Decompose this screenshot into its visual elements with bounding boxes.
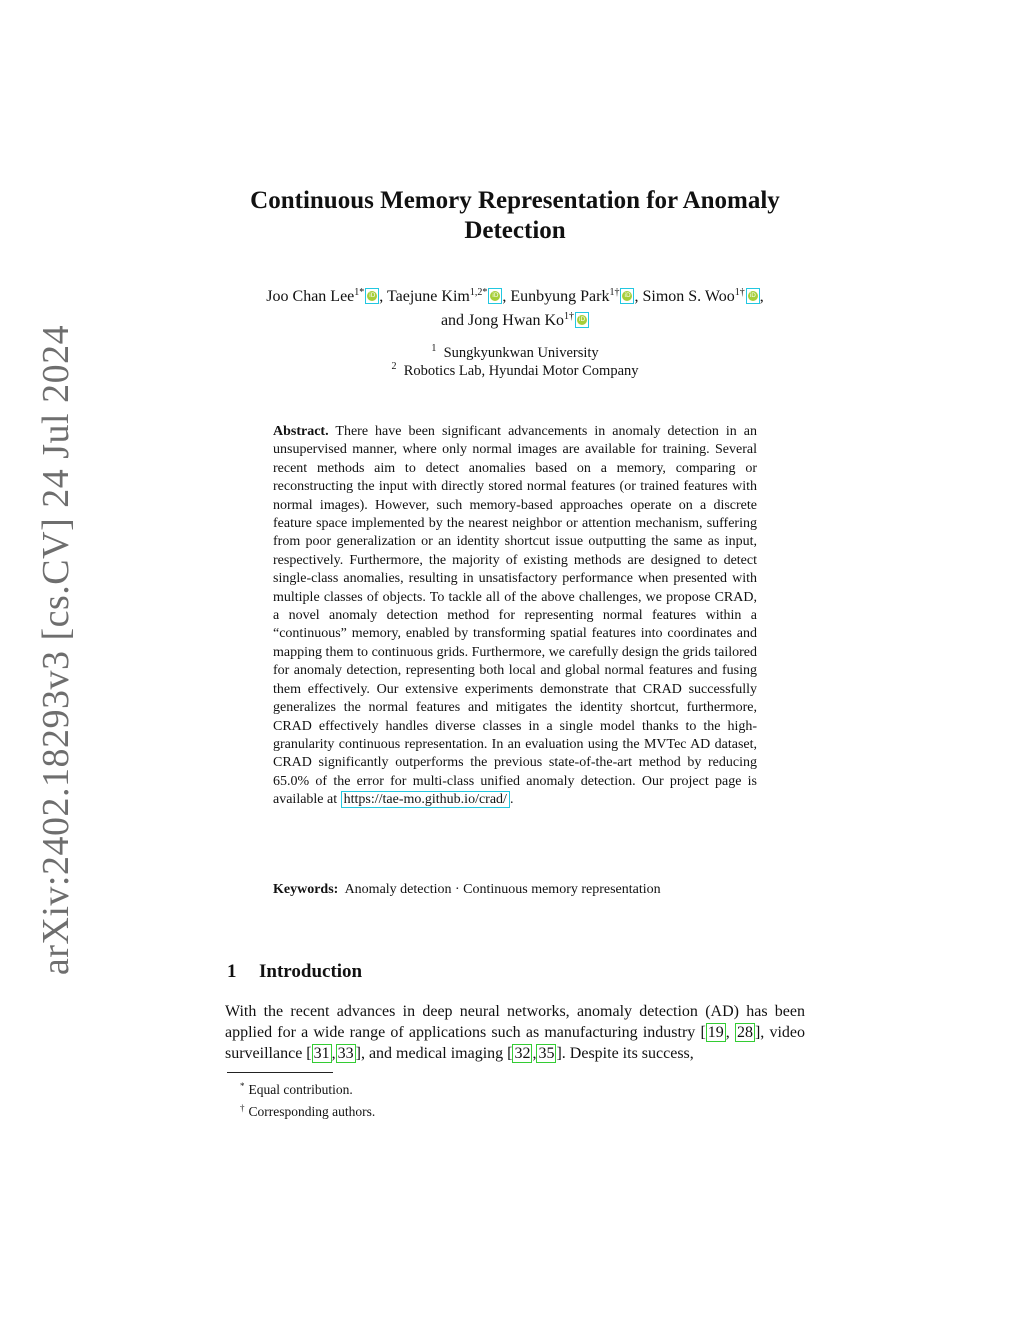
footnote-mark: * [240,1081,245,1091]
orcid-link[interactable] [488,288,502,304]
footnote-text: Corresponding authors. [248,1104,376,1119]
footnote-divider [227,1072,333,1073]
intro-text: With the recent advances in deep neural networks, anomaly detection (AD) has been applied for a wide range of applications such as manufacturing industry [ [225,1003,805,1041]
author-conjunction: and [440,312,465,329]
section-heading [227,960,362,984]
author-name: Jong Hwan Ko [468,312,565,329]
footnotes [240,1077,375,1121]
affiliation-2 [300,358,730,380]
affiliation-name: Sungkyunkwan University [443,345,599,361]
author-list: Joo Chan Lee$^{1*}$ iD , Taejune Kim$^{1,2*}$ iD , Eunbyung Park$^{1\dagger}$ iD , Simon S. Woo$^{1\dagger}$ iD , and Jong Hwan $Ko^{1\dagger}$ iD [266,287,764,329]
citation-link[interactable]: 35 [538,1045,555,1062]
orcid-link[interactable] [575,312,589,328]
abstract [273,423,757,810]
author-marks: 1,2* [469,287,488,298]
author-marks: 1* [354,287,365,298]
affiliation-number: 2 [391,361,397,372]
orcid-link[interactable] [746,288,760,304]
author-name: Simon S. Woo [642,288,735,305]
section-number: 1 [227,961,237,982]
abstract-label: Abstract. [273,424,329,439]
author-name: Joo Chan Lee [266,288,355,305]
abstract-text: There have been significant advancements in anomaly detection in an unsupervised manner, where only normal images are available for training. Several recent methods aim to detect anomalies based on a memory, comparing or reconstructing the input with directly stored normal features (or trained features with normal images). However, such memory-based approaches operate on a discrete feature space implemented by the nearest neighbor or attention mechanism, suffering from poor generalization or an identity shortcut issue outputting the same as input, respectively. Furthermore, the majority of existing methods are designed to detect single-class anomalies, resulting in unsatisfactory performance when presented with multiple classes of objects. To tackle all of the above challenges, we propose CRAD, a novel anomaly detection method for representing normal features within a “continuous” memory, enabled by transforming spatial features into coordinates and mapping them to continuous grids. Furthermore, we carefully design the grids tailored for anomaly detection, representing both local and global normal features and fusing them effectively. Our extensive experiments demonstrate that CRAD successfully generalizes the normal features and mitigates the identity shortcut, furthermore, CRAD effectively handles diverse classes in a single model thanks to the high-granularity continuous representation. In an evaluation using the MVTec AD dataset, CRAD significantly outperforms the previous state-of-the-art method by reducing 65.0% of the error for multi-class unified anomaly detection. Our project page is available at [273,424,758,808]
author-marks: 1† [734,287,745,298]
citation-link[interactable]: 31 [313,1045,330,1062]
footnote-mark: † [240,1103,245,1113]
citation-link[interactable]: 28 [736,1024,753,1041]
paper-title: Continuous Memory Representation for Anomaly Detection [250,187,780,244]
section-title: Introduction [259,961,363,982]
keywords-label: Keywords: [273,882,339,897]
orcid-icon: iD [492,292,499,299]
author-name: Taejune Kim [387,288,470,305]
footnote [240,1099,375,1121]
orcid-icon: iD [624,292,631,299]
author-marks: 1† [609,287,620,298]
orcid-icon: iD [369,292,376,299]
orcid-link[interactable] [620,288,634,304]
intro-paragraph [225,1001,805,1064]
keywords-text: Anomaly detection · Continuous memory representation [344,882,661,897]
citation-link[interactable]: 32 [514,1045,531,1062]
project-page-link[interactable]: https://tae-mo.github.io/crad/ [341,791,510,808]
affiliation-number: 1 [431,343,437,354]
author-marks: 1† [564,311,575,322]
intro-text: ]. Despite its success, [556,1045,694,1062]
intro-text: , [532,1045,537,1062]
orcid-link[interactable] [365,288,379,304]
orcid-icon: iD [578,316,586,323]
orcid-icon: iD [749,292,756,299]
intro-text: , [331,1045,336,1062]
footnote [240,1077,375,1099]
footnote-text: Equal contribution. [248,1082,353,1097]
citation-link[interactable]: 19 [707,1024,724,1041]
author-name: Eunbyung Park [510,288,610,305]
intro-text: ], video surveillance [ [225,1024,806,1062]
abstract-end: . [509,792,514,808]
citation-link[interactable]: 33 [337,1045,354,1062]
intro-text: ], and medical imaging [ [355,1045,513,1062]
intro-text: , [725,1024,735,1041]
arxiv-stamp: arXiv:2402.18293v3 [cs.CV] 24 Jul 2024 [35,324,77,976]
keywords [273,881,757,899]
affiliation-name: Robotics Lab, Hyundai Motor Company [403,363,639,379]
